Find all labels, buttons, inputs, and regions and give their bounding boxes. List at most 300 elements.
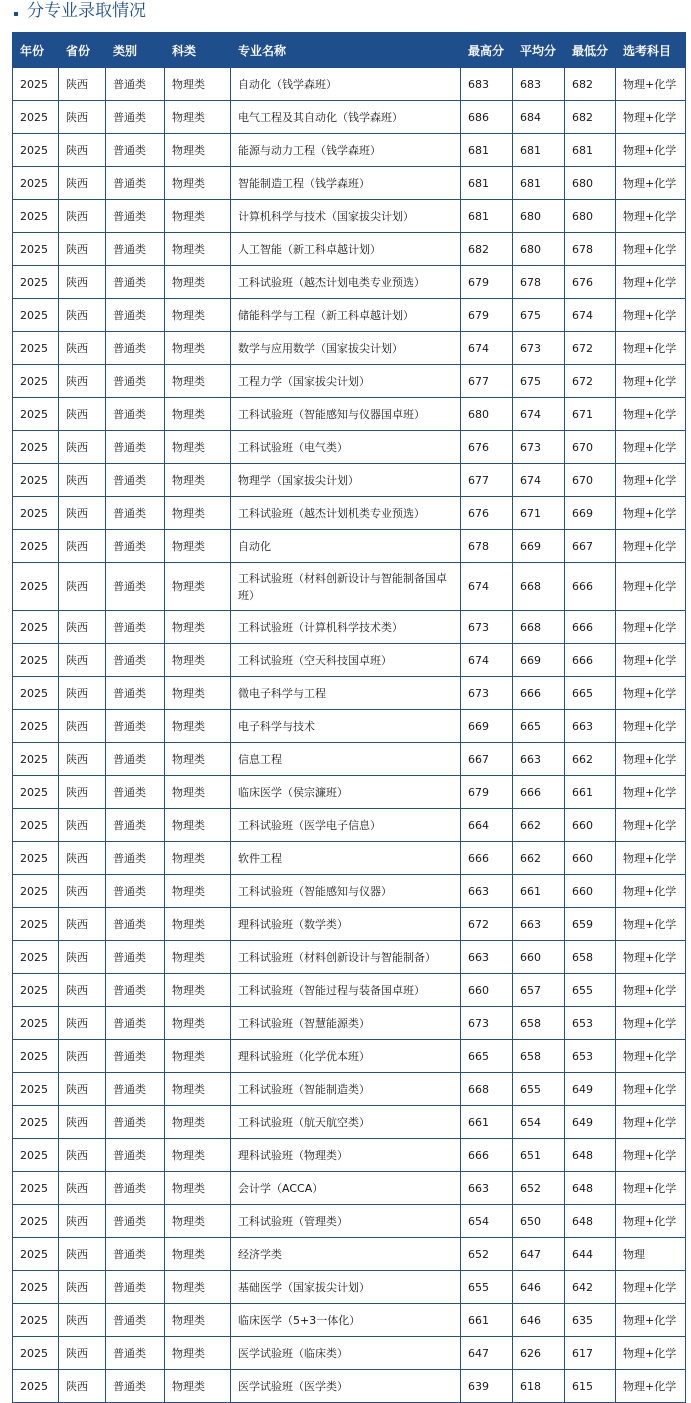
- cell-subject-type: 物理类: [165, 101, 231, 134]
- cell-avg-score: 666: [513, 677, 565, 710]
- cell-avg-score: 651: [513, 1139, 565, 1172]
- cell-subject-type: 物理类: [165, 1007, 231, 1040]
- cell-province: 陕西: [59, 710, 106, 743]
- cell-year: 2025: [13, 1172, 59, 1205]
- cell-required-subjects: 物理+化学: [616, 1205, 686, 1238]
- cell-required-subjects: 物理+化学: [616, 464, 686, 497]
- column-header-avg-score: 平均分: [513, 33, 565, 68]
- cell-subject-type: 物理类: [165, 1172, 231, 1205]
- cell-major: 理科试验班（物理类）: [231, 1139, 461, 1172]
- cell-avg-score: 654: [513, 1106, 565, 1139]
- cell-required-subjects: 物理+化学: [616, 332, 686, 365]
- cell-subject-type: 物理类: [165, 1304, 231, 1337]
- cell-avg-score: 658: [513, 1007, 565, 1040]
- cell-min-score: 659: [565, 908, 616, 941]
- cell-year: 2025: [13, 167, 59, 200]
- cell-subject-type: 物理类: [165, 611, 231, 644]
- cell-year: 2025: [13, 1337, 59, 1370]
- cell-category: 普通类: [106, 974, 165, 1007]
- cell-province: 陕西: [59, 1238, 106, 1271]
- cell-avg-score: 666: [513, 776, 565, 809]
- cell-required-subjects: 物理+化学: [616, 1304, 686, 1337]
- cell-province: 陕西: [59, 611, 106, 644]
- cell-min-score: 658: [565, 941, 616, 974]
- cell-required-subjects: 物理+化学: [616, 68, 686, 101]
- cell-subject-type: 物理类: [165, 1271, 231, 1304]
- cell-max-score: 672: [461, 908, 513, 941]
- cell-major: 理科试验班（数学类）: [231, 908, 461, 941]
- cell-max-score: 683: [461, 68, 513, 101]
- cell-max-score: 663: [461, 941, 513, 974]
- cell-province: 陕西: [59, 1040, 106, 1073]
- cell-required-subjects: 物理+化学: [616, 842, 686, 875]
- cell-max-score: 682: [461, 233, 513, 266]
- cell-min-score: 649: [565, 1106, 616, 1139]
- cell-subject-type: 物理类: [165, 941, 231, 974]
- cell-min-score: 665: [565, 677, 616, 710]
- cell-subject-type: 物理类: [165, 1040, 231, 1073]
- cell-province: 陕西: [59, 1304, 106, 1337]
- cell-avg-score: 669: [513, 530, 565, 563]
- cell-major: 工科试验班（智能感知与仪器国卓班）: [231, 398, 461, 431]
- cell-avg-score: 675: [513, 365, 565, 398]
- cell-province: 陕西: [59, 908, 106, 941]
- cell-min-score: 653: [565, 1040, 616, 1073]
- cell-max-score: 673: [461, 1007, 513, 1040]
- table-row: [13, 464, 686, 497]
- cell-avg-score: 681: [513, 134, 565, 167]
- cell-category: 普通类: [106, 332, 165, 365]
- cell-year: 2025: [13, 332, 59, 365]
- cell-max-score: 639: [461, 1370, 513, 1403]
- cell-subject-type: 物理类: [165, 233, 231, 266]
- cell-min-score: 670: [565, 431, 616, 464]
- cell-category: 普通类: [106, 431, 165, 464]
- cell-province: 陕西: [59, 1205, 106, 1238]
- cell-category: 普通类: [106, 776, 165, 809]
- table-row: [13, 332, 686, 365]
- cell-subject-type: 物理类: [165, 1073, 231, 1106]
- cell-category: 普通类: [106, 1139, 165, 1172]
- cell-subject-type: 物理类: [165, 398, 231, 431]
- cell-major: 工程力学（国家拔尖计划）: [231, 365, 461, 398]
- cell-province: 陕西: [59, 332, 106, 365]
- cell-max-score: 663: [461, 875, 513, 908]
- cell-max-score: 677: [461, 464, 513, 497]
- table-row: [13, 1304, 686, 1337]
- cell-subject-type: 物理类: [165, 1205, 231, 1238]
- cell-max-score: 680: [461, 398, 513, 431]
- cell-major: 智能制造工程（钱学森班）: [231, 167, 461, 200]
- cell-province: 陕西: [59, 1106, 106, 1139]
- cell-year: 2025: [13, 644, 59, 677]
- cell-category: 普通类: [106, 908, 165, 941]
- cell-avg-score: 663: [513, 908, 565, 941]
- table-row: [13, 233, 686, 266]
- cell-major: 工科试验班（材料创新设计与智能制备）: [231, 941, 461, 974]
- bullet-icon: [14, 12, 18, 16]
- cell-major: 软件工程: [231, 842, 461, 875]
- cell-subject-type: 物理类: [165, 299, 231, 332]
- cell-major: 工科试验班（计算机科学技术类）: [231, 611, 461, 644]
- cell-year: 2025: [13, 611, 59, 644]
- cell-max-score: 655: [461, 1271, 513, 1304]
- cell-subject-type: 物理类: [165, 431, 231, 464]
- cell-category: 普通类: [106, 710, 165, 743]
- cell-max-score: 674: [461, 332, 513, 365]
- cell-required-subjects: 物理+化学: [616, 134, 686, 167]
- table-row: [13, 743, 686, 776]
- cell-province: 陕西: [59, 431, 106, 464]
- cell-max-score: 652: [461, 1238, 513, 1271]
- cell-province: 陕西: [59, 1337, 106, 1370]
- cell-major: 电子科学与技术: [231, 710, 461, 743]
- cell-subject-type: 物理类: [165, 200, 231, 233]
- cell-avg-score: 675: [513, 299, 565, 332]
- cell-category: 普通类: [106, 1271, 165, 1304]
- cell-category: 普通类: [106, 1007, 165, 1040]
- cell-year: 2025: [13, 497, 59, 530]
- table-row: [13, 101, 686, 134]
- cell-avg-score: 673: [513, 332, 565, 365]
- cell-year: 2025: [13, 1238, 59, 1271]
- cell-major: 工科试验班（材料创新设计与智能制备国卓班）: [231, 563, 461, 611]
- table-row: [13, 1139, 686, 1172]
- cell-required-subjects: 物理+化学: [616, 677, 686, 710]
- cell-required-subjects: 物理+化学: [616, 167, 686, 200]
- cell-category: 普通类: [106, 464, 165, 497]
- cell-required-subjects: 物理+化学: [616, 1271, 686, 1304]
- table-row: [13, 1205, 686, 1238]
- cell-province: 陕西: [59, 200, 106, 233]
- cell-province: 陕西: [59, 167, 106, 200]
- cell-category: 普通类: [106, 809, 165, 842]
- table-row: [13, 365, 686, 398]
- cell-category: 普通类: [106, 1304, 165, 1337]
- cell-province: 陕西: [59, 743, 106, 776]
- cell-avg-score: 662: [513, 809, 565, 842]
- cell-province: 陕西: [59, 644, 106, 677]
- table-row: [13, 1073, 686, 1106]
- cell-year: 2025: [13, 101, 59, 134]
- cell-max-score: 681: [461, 167, 513, 200]
- cell-subject-type: 物理类: [165, 134, 231, 167]
- cell-category: 普通类: [106, 134, 165, 167]
- table-row: [13, 1106, 686, 1139]
- cell-category: 普通类: [106, 743, 165, 776]
- cell-year: 2025: [13, 134, 59, 167]
- cell-max-score: 667: [461, 743, 513, 776]
- cell-subject-type: 物理类: [165, 1139, 231, 1172]
- cell-max-score: 669: [461, 710, 513, 743]
- cell-province: 陕西: [59, 875, 106, 908]
- column-header-max-score: 最高分: [461, 33, 513, 68]
- cell-min-score: 655: [565, 974, 616, 1007]
- cell-avg-score: 660: [513, 941, 565, 974]
- section-title: 分专业录取情况: [27, 1, 146, 21]
- table-row: [13, 68, 686, 101]
- cell-subject-type: 物理类: [165, 1370, 231, 1403]
- cell-avg-score: 663: [513, 743, 565, 776]
- cell-major: 基础医学（国家拔尖计划）: [231, 1271, 461, 1304]
- table-row: [13, 842, 686, 875]
- cell-year: 2025: [13, 1073, 59, 1106]
- cell-category: 普通类: [106, 1040, 165, 1073]
- cell-major: 自动化（钱学森班）: [231, 68, 461, 101]
- table-row: [13, 1007, 686, 1040]
- cell-min-score: 666: [565, 563, 616, 611]
- cell-major: 临床医学（5+3一体化）: [231, 1304, 461, 1337]
- cell-min-score: 615: [565, 1370, 616, 1403]
- cell-major: 工科试验班（电气类）: [231, 431, 461, 464]
- cell-min-score: 678: [565, 233, 616, 266]
- cell-major: 数学与应用数学（国家拔尖计划）: [231, 332, 461, 365]
- cell-avg-score: 662: [513, 842, 565, 875]
- cell-required-subjects: 物理+化学: [616, 497, 686, 530]
- cell-year: 2025: [13, 563, 59, 611]
- cell-subject-type: 物理类: [165, 1106, 231, 1139]
- cell-subject-type: 物理类: [165, 677, 231, 710]
- cell-province: 陕西: [59, 233, 106, 266]
- cell-min-score: 663: [565, 710, 616, 743]
- cell-year: 2025: [13, 1007, 59, 1040]
- cell-major: 会计学（ACCA）: [231, 1172, 461, 1205]
- cell-category: 普通类: [106, 1370, 165, 1403]
- cell-major: 自动化: [231, 530, 461, 563]
- cell-min-score: 648: [565, 1172, 616, 1205]
- cell-subject-type: 物理类: [165, 530, 231, 563]
- cell-required-subjects: 物理+化学: [616, 530, 686, 563]
- cell-max-score: 677: [461, 365, 513, 398]
- cell-year: 2025: [13, 842, 59, 875]
- cell-year: 2025: [13, 776, 59, 809]
- cell-avg-score: 681: [513, 167, 565, 200]
- column-header-category: 类别: [106, 33, 165, 68]
- cell-category: 普通类: [106, 530, 165, 563]
- cell-avg-score: 680: [513, 200, 565, 233]
- cell-major: 工科试验班（越杰计划电类专业预选）: [231, 266, 461, 299]
- cell-avg-score: 674: [513, 464, 565, 497]
- cell-major: 能源与动力工程（钱学森班）: [231, 134, 461, 167]
- table-row: [13, 1271, 686, 1304]
- cell-province: 陕西: [59, 497, 106, 530]
- column-header-major: 专业名称: [231, 33, 461, 68]
- cell-year: 2025: [13, 1271, 59, 1304]
- cell-max-score: 676: [461, 431, 513, 464]
- cell-subject-type: 物理类: [165, 497, 231, 530]
- cell-required-subjects: 物理+化学: [616, 563, 686, 611]
- cell-max-score: 666: [461, 842, 513, 875]
- cell-required-subjects: 物理+化学: [616, 809, 686, 842]
- cell-subject-type: 物理类: [165, 842, 231, 875]
- cell-major: 储能科学与工程（新工科卓越计划）: [231, 299, 461, 332]
- cell-major: 临床医学（侯宗濂班）: [231, 776, 461, 809]
- cell-year: 2025: [13, 398, 59, 431]
- cell-major: 工科试验班（智能过程与装备国卓班）: [231, 974, 461, 1007]
- cell-major: 工科试验班（医学电子信息）: [231, 809, 461, 842]
- cell-category: 普通类: [106, 68, 165, 101]
- column-header-min-score: 最低分: [565, 33, 616, 68]
- cell-avg-score: 646: [513, 1271, 565, 1304]
- cell-min-score: 682: [565, 101, 616, 134]
- cell-required-subjects: 物理+化学: [616, 431, 686, 464]
- cell-avg-score: 658: [513, 1040, 565, 1073]
- cell-avg-score: 671: [513, 497, 565, 530]
- cell-max-score: 678: [461, 530, 513, 563]
- cell-required-subjects: 物理+化学: [616, 1073, 686, 1106]
- table-row: [13, 266, 686, 299]
- cell-max-score: 668: [461, 1073, 513, 1106]
- cell-avg-score: 661: [513, 875, 565, 908]
- cell-province: 陕西: [59, 266, 106, 299]
- cell-max-score: 679: [461, 266, 513, 299]
- cell-avg-score: 618: [513, 1370, 565, 1403]
- cell-major: 工科试验班（管理类）: [231, 1205, 461, 1238]
- cell-required-subjects: 物理+化学: [616, 776, 686, 809]
- cell-required-subjects: 物理+化学: [616, 398, 686, 431]
- cell-province: 陕西: [59, 563, 106, 611]
- cell-required-subjects: 物理: [616, 1238, 686, 1271]
- cell-category: 普通类: [106, 1337, 165, 1370]
- cell-category: 普通类: [106, 1106, 165, 1139]
- cell-category: 普通类: [106, 1238, 165, 1271]
- cell-province: 陕西: [59, 1007, 106, 1040]
- cell-avg-score: 647: [513, 1238, 565, 1271]
- cell-category: 普通类: [106, 101, 165, 134]
- cell-avg-score: 683: [513, 68, 565, 101]
- cell-year: 2025: [13, 974, 59, 1007]
- cell-min-score: 660: [565, 875, 616, 908]
- cell-avg-score: 680: [513, 233, 565, 266]
- cell-min-score: 617: [565, 1337, 616, 1370]
- cell-year: 2025: [13, 677, 59, 710]
- cell-required-subjects: 物理+化学: [616, 1106, 686, 1139]
- cell-required-subjects: 物理+化学: [616, 710, 686, 743]
- table-row: [13, 908, 686, 941]
- cell-year: 2025: [13, 464, 59, 497]
- cell-required-subjects: 物理+化学: [616, 266, 686, 299]
- cell-required-subjects: 物理+化学: [616, 1370, 686, 1403]
- cell-subject-type: 物理类: [165, 464, 231, 497]
- cell-avg-score: 655: [513, 1073, 565, 1106]
- table-header-row: [13, 33, 686, 68]
- cell-max-score: 679: [461, 776, 513, 809]
- cell-year: 2025: [13, 1370, 59, 1403]
- table-row: [13, 1337, 686, 1370]
- cell-avg-score: 650: [513, 1205, 565, 1238]
- cell-min-score: 661: [565, 776, 616, 809]
- cell-year: 2025: [13, 1139, 59, 1172]
- cell-required-subjects: 物理+化学: [616, 200, 686, 233]
- table-row: [13, 776, 686, 809]
- cell-max-score: 674: [461, 563, 513, 611]
- cell-avg-score: 668: [513, 563, 565, 611]
- cell-province: 陕西: [59, 1073, 106, 1106]
- cell-year: 2025: [13, 530, 59, 563]
- cell-category: 普通类: [106, 677, 165, 710]
- cell-province: 陕西: [59, 1271, 106, 1304]
- cell-min-score: 681: [565, 134, 616, 167]
- cell-required-subjects: 物理+化学: [616, 644, 686, 677]
- cell-max-score: 663: [461, 1172, 513, 1205]
- cell-max-score: 673: [461, 677, 513, 710]
- cell-avg-score: 626: [513, 1337, 565, 1370]
- table-row: [13, 398, 686, 431]
- cell-year: 2025: [13, 299, 59, 332]
- cell-major: 人工智能（新工科卓越计划）: [231, 233, 461, 266]
- cell-min-score: 649: [565, 1073, 616, 1106]
- cell-required-subjects: 物理+化学: [616, 365, 686, 398]
- cell-year: 2025: [13, 1304, 59, 1337]
- cell-category: 普通类: [106, 1172, 165, 1205]
- cell-subject-type: 物理类: [165, 809, 231, 842]
- cell-year: 2025: [13, 908, 59, 941]
- cell-province: 陕西: [59, 1139, 106, 1172]
- cell-year: 2025: [13, 431, 59, 464]
- admission-table: [12, 32, 686, 1403]
- cell-required-subjects: 物理+化学: [616, 875, 686, 908]
- cell-category: 普通类: [106, 167, 165, 200]
- cell-max-score: 679: [461, 299, 513, 332]
- cell-province: 陕西: [59, 530, 106, 563]
- cell-category: 普通类: [106, 1205, 165, 1238]
- cell-subject-type: 物理类: [165, 167, 231, 200]
- table-row: [13, 644, 686, 677]
- cell-major: 工科试验班（航天航空类）: [231, 1106, 461, 1139]
- cell-year: 2025: [13, 1106, 59, 1139]
- cell-max-score: 681: [461, 134, 513, 167]
- table-row: [13, 1040, 686, 1073]
- cell-max-score: 661: [461, 1106, 513, 1139]
- cell-max-score: 686: [461, 101, 513, 134]
- cell-province: 陕西: [59, 134, 106, 167]
- cell-major: 医学试验班（临床类）: [231, 1337, 461, 1370]
- cell-subject-type: 物理类: [165, 332, 231, 365]
- section-header: [0, 0, 691, 24]
- cell-province: 陕西: [59, 68, 106, 101]
- cell-required-subjects: 物理+化学: [616, 1139, 686, 1172]
- cell-year: 2025: [13, 1205, 59, 1238]
- cell-category: 普通类: [106, 611, 165, 644]
- cell-subject-type: 物理类: [165, 743, 231, 776]
- table-row: [13, 611, 686, 644]
- cell-avg-score: 657: [513, 974, 565, 1007]
- column-header-year: 年份: [13, 33, 59, 68]
- cell-year: 2025: [13, 233, 59, 266]
- cell-year: 2025: [13, 68, 59, 101]
- cell-min-score: 648: [565, 1139, 616, 1172]
- cell-min-score: 666: [565, 644, 616, 677]
- cell-min-score: 669: [565, 497, 616, 530]
- cell-major: 工科试验班（智能感知与仪器）: [231, 875, 461, 908]
- cell-year: 2025: [13, 875, 59, 908]
- cell-required-subjects: 物理+化学: [616, 908, 686, 941]
- cell-min-score: 676: [565, 266, 616, 299]
- cell-category: 普通类: [106, 200, 165, 233]
- cell-avg-score: 669: [513, 644, 565, 677]
- cell-subject-type: 物理类: [165, 266, 231, 299]
- cell-major: 工科试验班（智慧能源类）: [231, 1007, 461, 1040]
- table-row: [13, 497, 686, 530]
- cell-required-subjects: 物理+化学: [616, 233, 686, 266]
- cell-required-subjects: 物理+化学: [616, 1007, 686, 1040]
- cell-province: 陕西: [59, 974, 106, 1007]
- cell-avg-score: 673: [513, 431, 565, 464]
- cell-province: 陕西: [59, 809, 106, 842]
- cell-province: 陕西: [59, 464, 106, 497]
- cell-required-subjects: 物理+化学: [616, 611, 686, 644]
- cell-avg-score: 678: [513, 266, 565, 299]
